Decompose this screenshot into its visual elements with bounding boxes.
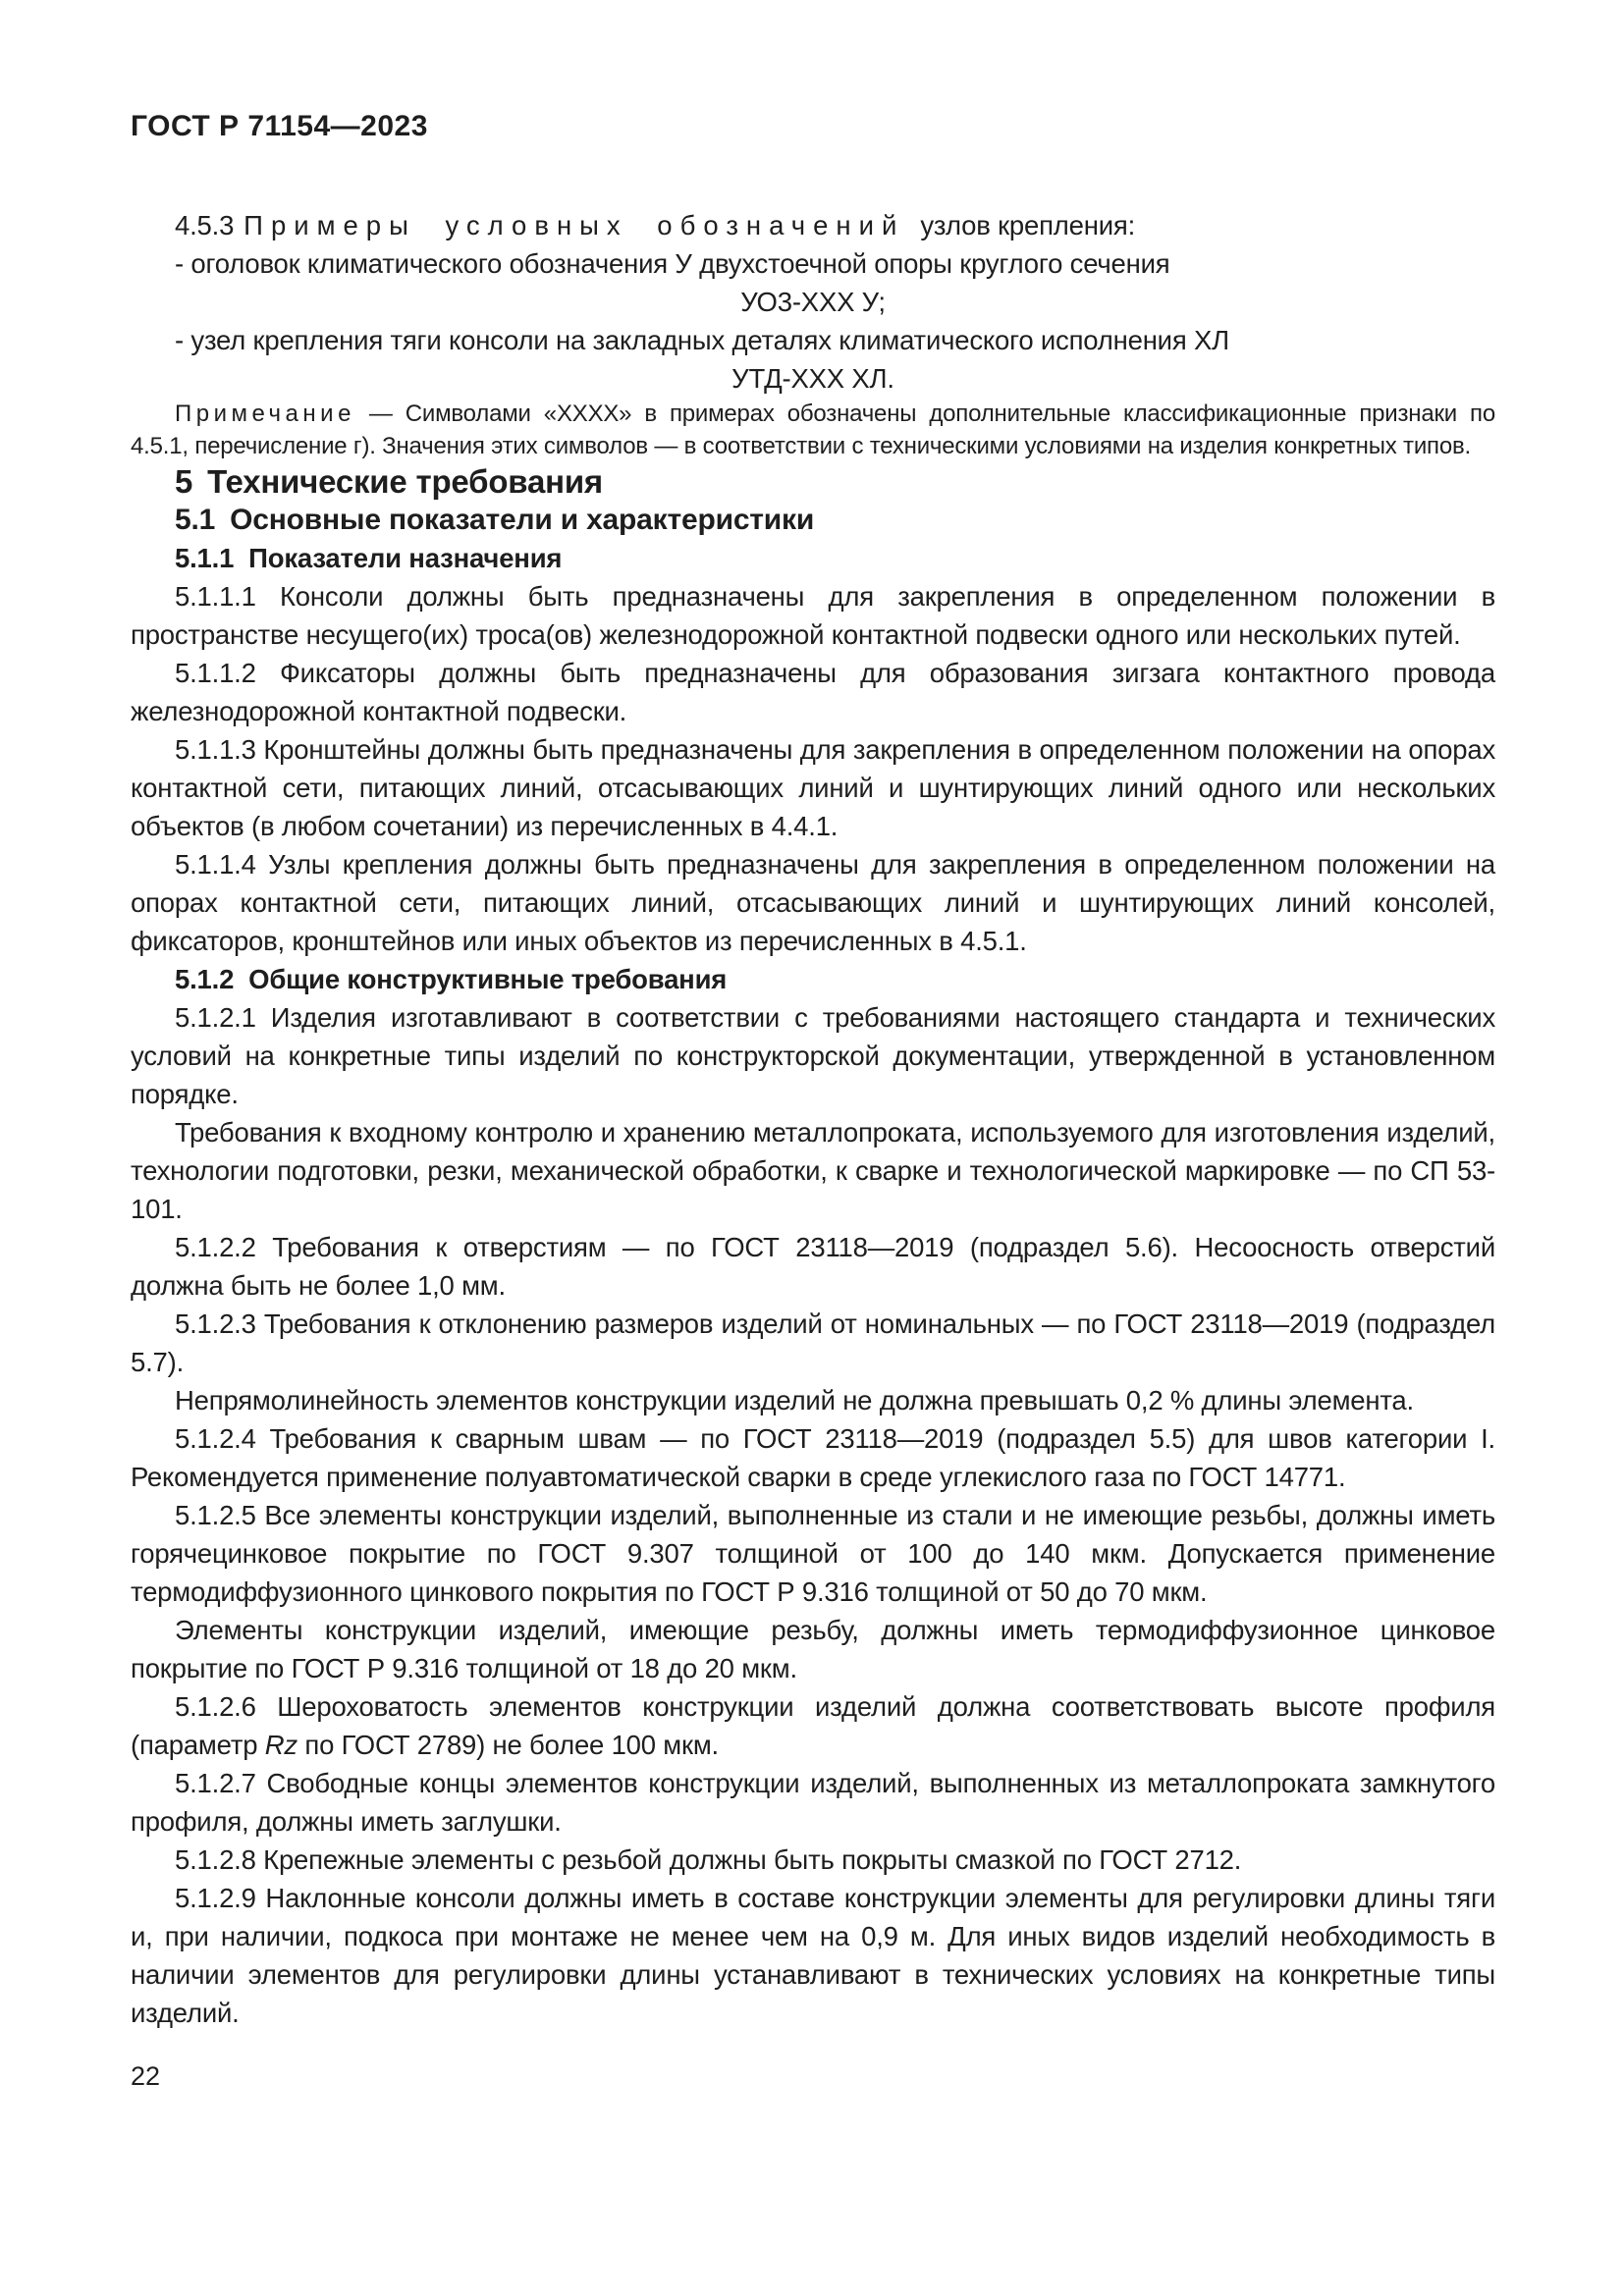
para-5-1-2-4: 5.1.2.4 Требования к сварным швам — по ГОСТ 23118—2019 (подраздел 5.5) для швов категории I. Рекомендуется применение полуавтоматической сварки в среде углекислого газа по ГОСТ 14771. bbox=[131, 1423, 1495, 1492]
designation-example-uo3: УО3-ХХХ У; bbox=[740, 287, 886, 317]
section-number: 5.1.1 bbox=[175, 543, 235, 573]
note-label: Примечание bbox=[175, 400, 355, 427]
para-5-1-2-3: 5.1.2.3 Требования к отклонению размеров изделий от номинальных — по ГОСТ 23118—2019 (подраздел 5.7). bbox=[131, 1308, 1495, 1377]
para-5-1-2-1-cont: Требования к входному контролю и хранению металлопроката, используемого для изготовления изделий, технологии подготовки, резки, механической обработки, к сварке и технологической маркировке — по СП 53-101. bbox=[131, 1117, 1495, 1224]
doc-header-standard-number: ГОСТ Р 71154—2023 bbox=[131, 110, 428, 142]
section-5-1-heading bbox=[131, 501, 1495, 539]
section-title: Технические требования bbox=[207, 463, 603, 500]
designation-example-utd: УТД-ХХХ ХЛ. bbox=[731, 363, 894, 394]
document-content bbox=[0, 143, 1624, 2032]
para-5-1-2-5-cont: Элементы конструкции изделий, имеющие резьбу, должны иметь термодиффузионное цинковое покрытие по ГОСТ Р 9.316 толщиной от 18 до 20 мкм. bbox=[131, 1615, 1495, 1683]
para-5-1-2-6 bbox=[131, 1687, 1495, 1764]
note-paragraph bbox=[131, 398, 1495, 462]
section-number: 5.1 bbox=[175, 504, 216, 536]
section-5-1-2-heading bbox=[131, 960, 1495, 998]
list-item-ogolovok: - оголовок климатического обозначения У двухстоечной опоры круглого сечения bbox=[175, 248, 1170, 279]
para-5-1-1-1: 5.1.1.1 Консоли должны быть предназначены для закрепления в определенном положении в пространстве несущего(их) троса(ов) железнодорожной контактной подвески одного или нескольких путей. bbox=[131, 581, 1495, 650]
para-5-1-2-8: 5.1.2.8 Крепежные элементы с резьбой должны быть покрыты смазкой по ГОСТ 2712. bbox=[175, 1844, 1242, 1875]
section-title: Общие конструктивные требования bbox=[248, 964, 728, 994]
section-5-heading bbox=[131, 462, 1495, 501]
section-title: Основные показатели и характеристики bbox=[230, 504, 815, 536]
para-5-1-2-9: 5.1.2.9 Наклонные консоли должны иметь в составе конструкции элементы для регулировки длины тяги и, при наличии, подкоса при монтаже не менее чем на 0,9 м. Для иных видов изделий необходимость в наличии элементов для регулировки длины устанавливают в технических условиях на конкретные типы изделий. bbox=[131, 1883, 1495, 2028]
list-item-uzel-krepleniya: - узел крепления тяги консоли на закладных деталях климатического исполнения ХЛ bbox=[175, 325, 1229, 355]
section-number: 5.1.2 bbox=[175, 964, 235, 994]
clause-number: 4.5.3 bbox=[175, 210, 235, 240]
spaced-clause-title: Примеры условных обозначений bbox=[244, 210, 905, 240]
para-5-1-1-4: 5.1.1.4 Узлы крепления должны быть предназначены для закрепления в определенном положении на опорах контактной сети, питающих линий, отсасывающих линий и шунтирующих линий консолей, фиксаторов, кронштейнов или иных объектов из перечисленных в 4.5.1. bbox=[131, 849, 1495, 956]
para-5-1-1-2: 5.1.1.2 Фиксаторы должны быть предназначены для образования зигзага контактного провода железнодорожной контактной подвески. bbox=[131, 658, 1495, 726]
para-5-1-2-3-cont: Непрямолинейность элементов конструкции изделий не должна превышать 0,2 % длины элемента. bbox=[175, 1385, 1414, 1415]
para-5-1-2-5: 5.1.2.5 Все элементы конструкции изделий, выполненные из стали и не имеющие резьбы, должны иметь горячецинковое покрытие по ГОСТ 9.307 толщиной от 100 до 140 мкм. Допускается применение термодиффузионного цинкового покрытия по ГОСТ Р 9.316 толщиной от 50 до 70 мкм. bbox=[131, 1500, 1495, 1607]
page-number: 22 bbox=[131, 2061, 161, 2091]
section-title: Показатели назначения bbox=[248, 543, 563, 573]
para-text: 5.1.2.6 Шероховатость элементов конструкции изделий должна соответствовать высоте профиля (параметр bbox=[131, 1691, 1495, 1760]
para-5-1-2-7: 5.1.2.7 Свободные концы элементов конструкции изделий, выполненных из металлопроката замкнутого профиля, должны иметь заглушки. bbox=[131, 1768, 1495, 1837]
clause-tail: узлов крепления: bbox=[920, 210, 1136, 240]
section-number: 5 bbox=[175, 463, 193, 500]
section-5-1-1-heading bbox=[131, 539, 1495, 577]
para-5-1-2-1: 5.1.2.1 Изделия изготавливают в соответствии с требованиями настоящего стандарта и технических условий на конкретные типы изделий по конструкторской документации, утвержденной в установленном порядке. bbox=[131, 1002, 1495, 1109]
para-text: по ГОСТ 2789) не более 100 мкм. bbox=[297, 1730, 719, 1760]
para-5-1-2-2: 5.1.2.2 Требования к отверстиям — по ГОСТ 23118—2019 (подраздел 5.6). Несоосность отверстий должна быть не более 1,0 мм. bbox=[131, 1232, 1495, 1301]
note-text: — Символами «ХХХХ» в примерах обозначены дополнительные классификационные признаки по 4.5.1, перечисление г). Значения этих символов — в соответствии с техническими условиями на изделия конкретных типов. bbox=[131, 400, 1495, 459]
para-5-1-1-3: 5.1.1.3 Кронштейны должны быть предназначены для закрепления в определенном положении на опорах контактной сети, питающих линий, отсасывающих линий и шунтирующих линий одного или нескольких объектов (в любом сочетании) из перечисленных в 4.4.1. bbox=[131, 734, 1495, 841]
para-4-5-3 bbox=[131, 206, 1495, 244]
parameter-rz: Rz bbox=[264, 1730, 298, 1760]
